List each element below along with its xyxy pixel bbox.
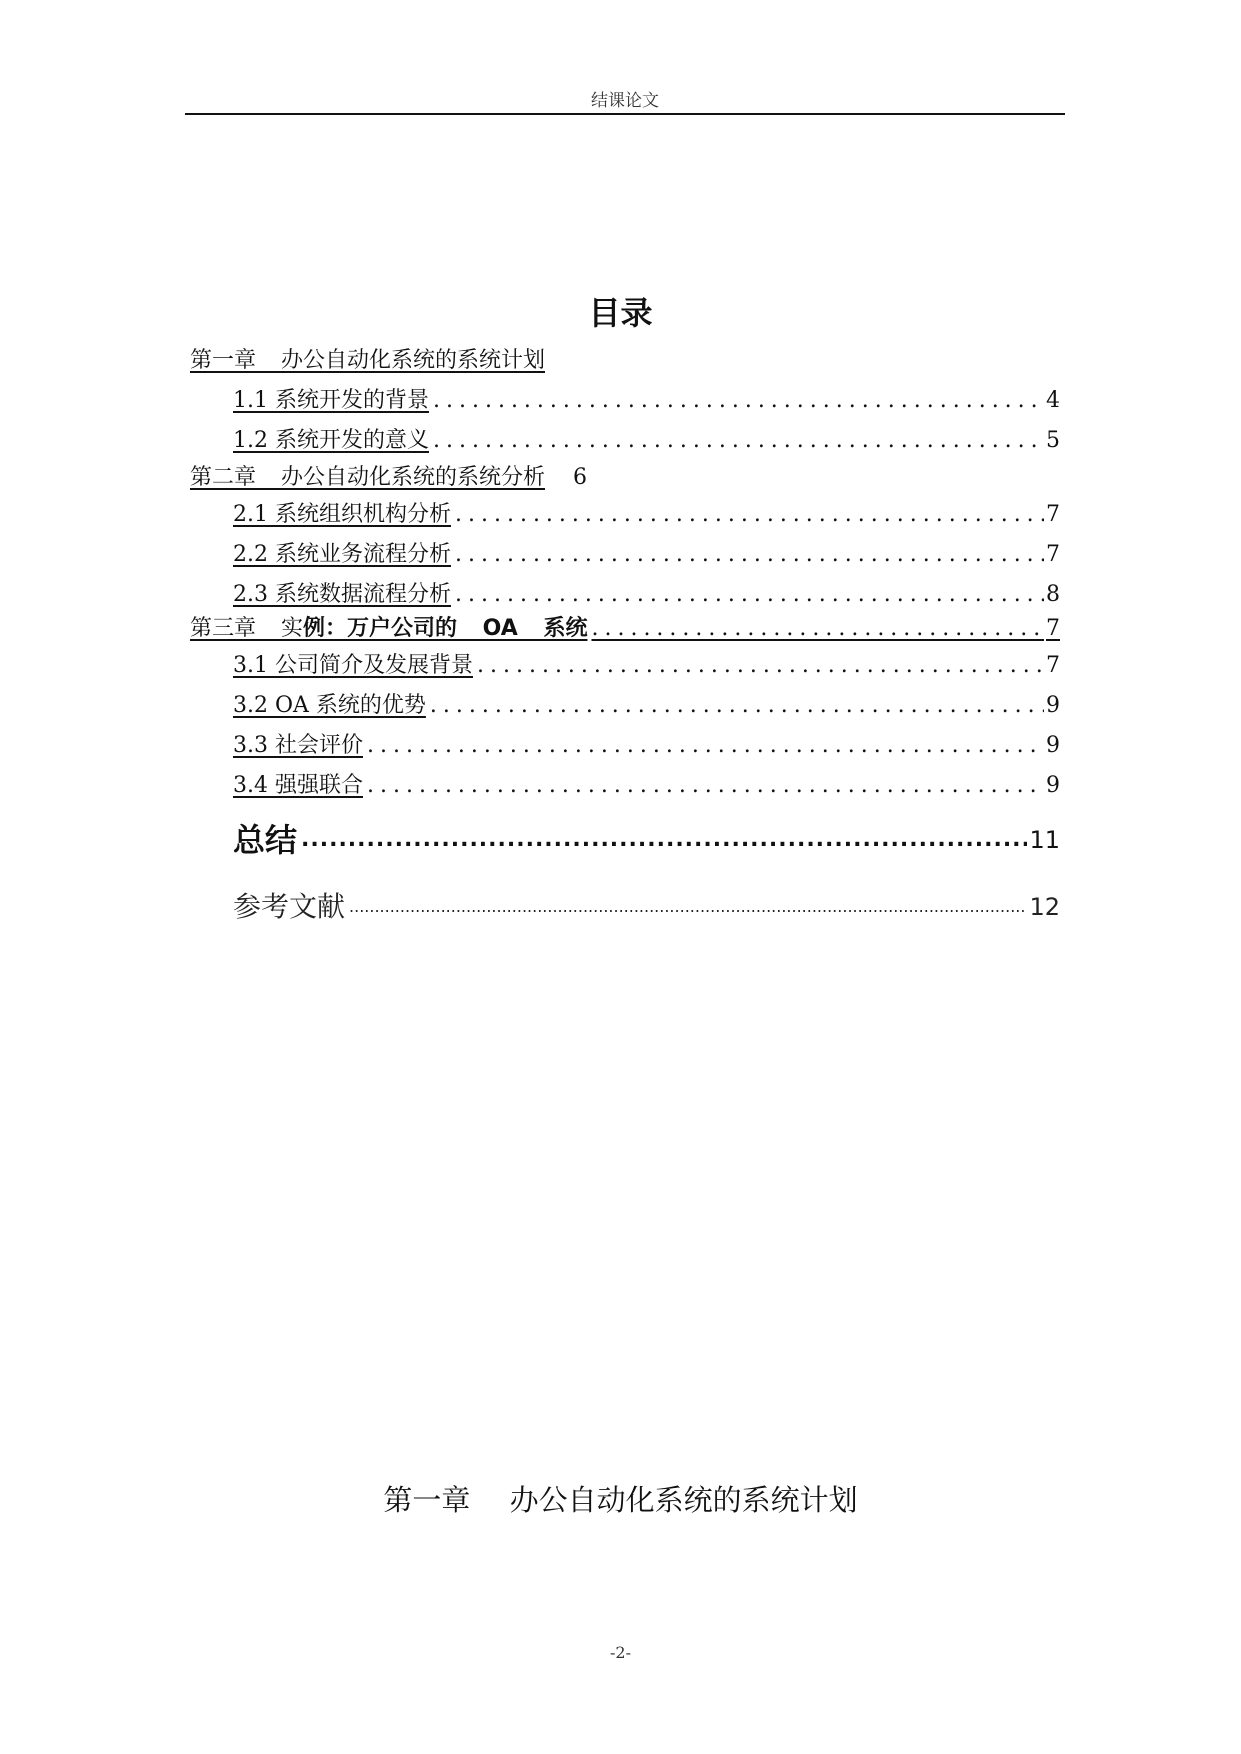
- page-number: -2-: [610, 1643, 631, 1662]
- toc-entry-references[interactable]: [233, 890, 1060, 924]
- toc-entry-label: 2.3 系统数据流程分析: [233, 582, 451, 607]
- toc-entry-1-2[interactable]: [233, 427, 1060, 455]
- toc-entry-label: 1.1 系统开发的背景: [233, 388, 429, 413]
- toc-entry-1-1[interactable]: [233, 387, 1060, 415]
- toc-entry-3-4[interactable]: [233, 772, 1060, 800]
- toc-leader-dots: [297, 822, 1027, 858]
- toc-entry-label: 3.1 公司简介及发展背景: [233, 653, 473, 678]
- toc-entry-label: 2.1 系统组织机构分析: [233, 502, 451, 527]
- toc-leader-dots: [451, 581, 1044, 609]
- toc-entry-page: 6: [573, 465, 587, 490]
- toc-entry-label: 3.3 社会评价: [233, 733, 363, 758]
- page-header: 结课论文: [591, 91, 659, 111]
- toc-leader-dots: [587, 615, 1044, 643]
- toc-entry-page: 8: [1046, 582, 1060, 607]
- toc-entry-label: 参考文献: [233, 890, 346, 923]
- toc-entry-page: 9: [1046, 773, 1060, 798]
- toc-leader-dots: [451, 501, 1044, 529]
- toc-entry-3-3[interactable]: [233, 732, 1060, 760]
- toc-entry-page: 7: [1046, 502, 1060, 527]
- toc-entry-page: 9: [1046, 693, 1060, 718]
- toc-entry-3-1[interactable]: [233, 652, 1060, 680]
- toc-entry-3-2[interactable]: [233, 692, 1060, 720]
- toc-entry-2-1[interactable]: [233, 501, 1060, 529]
- toc-entry-page: 7: [1046, 542, 1060, 567]
- toc-leader-dots: [451, 541, 1044, 569]
- toc-entry-label: 总结: [233, 821, 298, 859]
- toc-entry-label-prefix: 第三章 实: [190, 616, 303, 641]
- toc-entry-page: 4: [1046, 388, 1060, 413]
- toc-entry-label: 第二章 办公自动化系统的系统分析: [190, 465, 545, 490]
- toc-entry-label: 2.2 系统业务流程分析: [233, 542, 451, 567]
- toc-entry-label: 3.4 强强联合: [233, 773, 363, 798]
- toc-entry-label: 1.2 系统开发的意义: [233, 428, 429, 453]
- chapter-heading: 第一章 办公自动化系统的系统计划: [383, 1483, 858, 1517]
- toc-entry-chapter-1[interactable]: [190, 347, 1060, 375]
- toc-entry-summary[interactable]: [233, 822, 1060, 858]
- toc-entry-page: 7: [1046, 616, 1060, 641]
- toc-entry-page: 12: [1029, 893, 1060, 921]
- header-rule: [185, 113, 1065, 115]
- toc-leader-dots: [345, 890, 1027, 924]
- toc-title: 目录: [588, 294, 653, 332]
- toc-leader-dots: [426, 692, 1044, 720]
- toc-leader-dots: [363, 772, 1044, 800]
- toc-entry-label: 第一章 办公自动化系统的系统计划: [190, 348, 545, 373]
- toc-entry-page: 5: [1046, 428, 1060, 453]
- toc-entry-label-bold: 例：万户公司的 OA 系统: [303, 616, 588, 641]
- toc-leader-dots: [363, 732, 1044, 760]
- toc-entry-label: 3.2 OA 系统的优势: [233, 693, 426, 718]
- toc-leader-dots: [473, 652, 1044, 680]
- toc-leader-dots: [429, 387, 1044, 415]
- toc-entry-label: [190, 615, 587, 643]
- toc-entry-page: 7: [1046, 653, 1060, 678]
- toc-entry-page: 11: [1029, 826, 1060, 854]
- toc-entry-2-2[interactable]: [233, 541, 1060, 569]
- toc-entry-chapter-3[interactable]: [190, 615, 1060, 643]
- toc-entry-chapter-2[interactable]: [190, 464, 1060, 492]
- toc-leader-dots: [429, 427, 1044, 455]
- toc-entry-page: 9: [1046, 733, 1060, 758]
- toc-entry-2-3[interactable]: [233, 581, 1060, 609]
